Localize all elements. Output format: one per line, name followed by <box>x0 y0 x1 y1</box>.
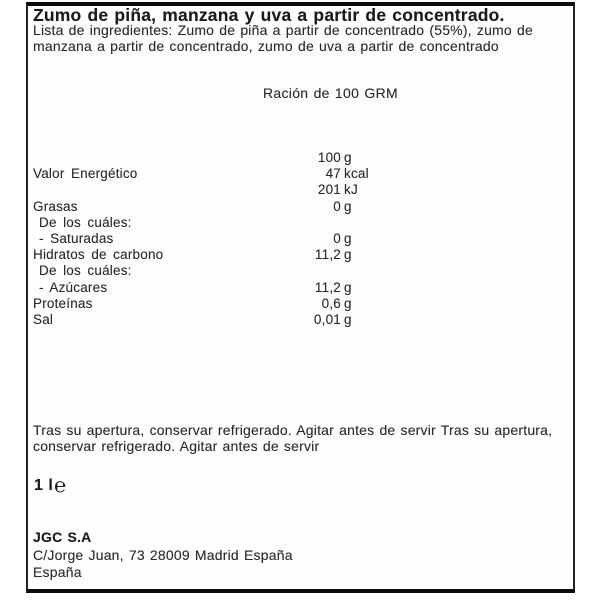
nutrient-unit: g <box>344 247 352 263</box>
nutrition-row <box>33 231 453 247</box>
ingredients-text: Lista de ingredientes: Zumo de piña a partir de concentrado (55%), zumo de manzana a partir de concentrado, zumo de uva a partir de concentrado <box>33 22 533 54</box>
manufacturer-country: España <box>33 564 82 580</box>
net-quantity <box>34 475 67 498</box>
nutrition-row <box>33 263 453 279</box>
nutrient-amount: 201 <box>317 182 341 198</box>
nutrient-name: Hidratos de carbono <box>33 247 164 263</box>
product-title: Zumo de piña, manzana y uva a partir de concentrado. <box>33 5 505 25</box>
nutrition-row <box>33 312 453 328</box>
nutrition-row <box>33 215 453 231</box>
nutrition-row <box>33 182 453 198</box>
nutrition-table <box>33 150 453 328</box>
net-quantity-value: 1 l <box>34 477 54 494</box>
nutrient-amount: 0,01 <box>313 311 341 327</box>
nutrition-header-amount: 100 <box>317 150 341 165</box>
nutrition-row <box>33 166 453 182</box>
nutrient-unit: g <box>344 311 352 327</box>
nutrition-row <box>33 247 453 263</box>
nutrition-row <box>33 296 453 312</box>
nutrient-name: Valor Energético <box>33 166 138 182</box>
nutrient-name: Sal <box>33 311 54 327</box>
nutrient-unit: kcal <box>344 166 369 182</box>
manufacturer-address: C/Jorge Juan, 73 28009 Madrid España <box>33 546 293 563</box>
nutrient-name: - Saturadas <box>39 230 114 246</box>
nutrient-unit: g <box>344 279 352 295</box>
nutrient-unit: g <box>344 230 352 246</box>
nutrient-amount: 0,6 <box>321 295 341 311</box>
storage-instructions: Tras su apertura, conservar refrigerado. Agitar antes de servir Tras su apertura, conservar refrigerado. Agitar antes de servir <box>33 422 553 454</box>
nutrient-amount: 11,2 <box>314 247 341 263</box>
nutrient-unit: g <box>344 198 352 214</box>
nutrient-amount: 11,2 <box>314 279 341 295</box>
label-border-box <box>26 2 575 593</box>
manufacturer-block <box>33 529 293 582</box>
nutrient-amount: 47 <box>325 166 341 182</box>
nutrition-header-row <box>33 150 453 166</box>
manufacturer-name: JGC S.A <box>33 529 92 545</box>
nutrient-name: - Azúcares <box>39 279 108 295</box>
nutrition-row <box>33 199 453 215</box>
nutrition-row <box>33 280 453 296</box>
nutrient-name: De los cuáles: <box>39 263 132 279</box>
nutrient-unit: g <box>344 295 352 311</box>
nutrient-name: Proteínas <box>33 295 93 311</box>
nutrient-amount: 0 <box>333 198 341 214</box>
nutrient-name: Grasas <box>33 198 78 214</box>
serving-size-text: Ración de 100 GRM <box>263 85 398 101</box>
nutrient-name: De los cuáles: <box>39 214 132 230</box>
nutrient-unit: kJ <box>344 182 358 198</box>
nutrient-amount: 0 <box>333 230 341 246</box>
estimated-sign: ℮ <box>54 475 67 497</box>
nutrition-header-unit: g <box>344 150 352 165</box>
